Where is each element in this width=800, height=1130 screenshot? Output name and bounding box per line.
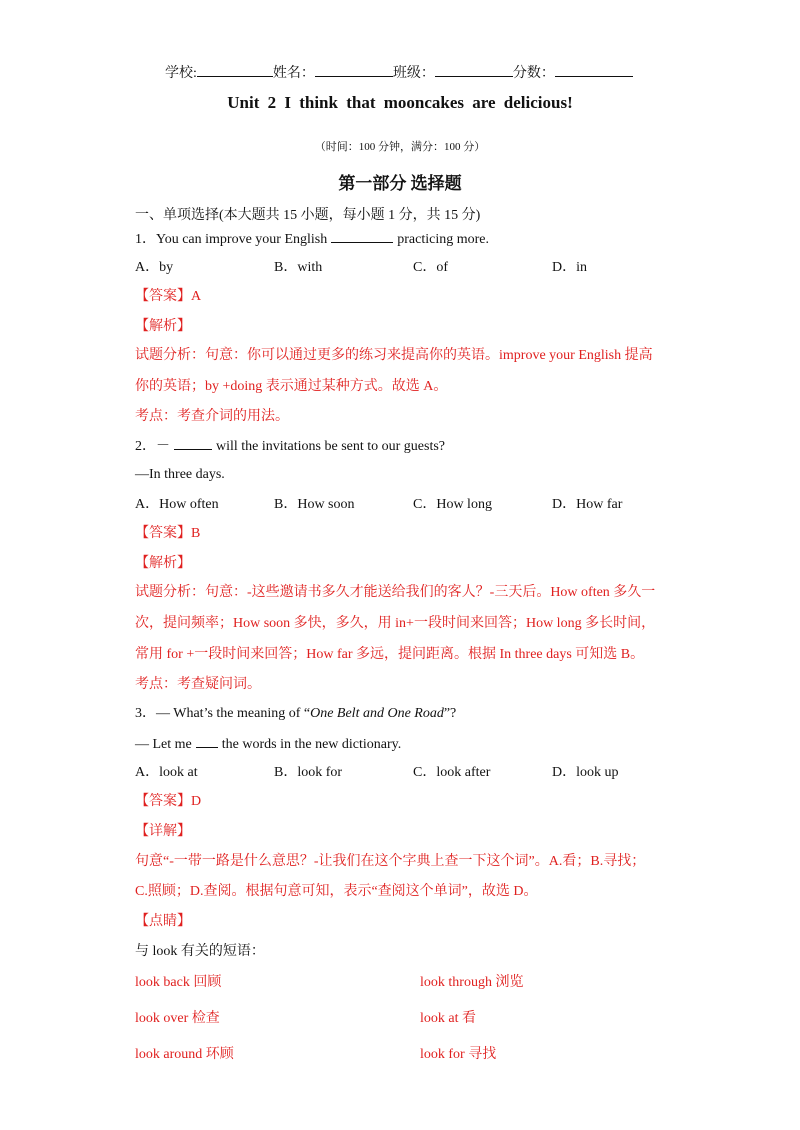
class-label: 班级： <box>392 66 435 81</box>
q2-analysis-line3: 常用 for +一段时间来回答；How far 多远，提问距离。根据 In three days 可知选 B。 <box>135 647 645 662</box>
q2-stem <box>135 436 445 456</box>
school-label: 学校: <box>165 66 197 81</box>
q1-blank <box>331 229 393 243</box>
phrase-look-through: look through 浏览 <box>420 975 524 990</box>
q1-stem <box>135 229 489 249</box>
q2-reply: —In three days. <box>135 467 225 482</box>
phrase-look-over: look over 检查 <box>135 1011 220 1026</box>
q1-analysis-line1: 试题分析：句意：你可以通过更多的练习来提高你的英语。improve your English 提高 <box>135 348 653 363</box>
q3-detail-line1: 句意“-一带一路是什么意思？-让我们在这个字典上查一下这个词”。A.看；B.寻找； <box>135 854 646 869</box>
q2-option-c: C．How long <box>413 497 492 512</box>
q3-tip-label: 【点睛】 <box>135 914 191 929</box>
q3-stem-end: ”? <box>443 706 457 721</box>
time-note: （时间：100 分钟，满分：100 分） <box>314 141 486 153</box>
q1-analysis-line2: 你的英语；by +doing 表示通过某种方式。故选 A。 <box>135 379 448 394</box>
header-info <box>165 62 633 83</box>
class-blank <box>435 62 513 77</box>
q2-stem-end: will the invitations be sent to our guests? <box>216 439 446 454</box>
q2-option-b: B．How soon <box>274 497 355 512</box>
q3-option-b: B．look for <box>274 765 343 780</box>
q1-option-b: B．with <box>274 260 323 275</box>
q2-blank <box>174 436 212 450</box>
q1-analysis-label: 【解析】 <box>135 319 191 334</box>
q2-analysis-line2: 次，提问频率；How soon 多快，多久，用 in+一段时间来回答；How long 多长时间， <box>135 616 656 631</box>
q3-detail-label: 【详解】 <box>135 824 191 839</box>
q1-answer: 【答案】A <box>135 289 202 304</box>
q1-option-c: C．of <box>413 260 448 275</box>
q2-option-a: A．How often <box>135 497 219 512</box>
q3-reply-end: the words in the new dictionary. <box>221 737 402 752</box>
q3-option-d: D．look up <box>552 765 619 780</box>
q2-option-d: D．How far <box>552 497 623 512</box>
q1-option-a: A．by <box>135 260 174 275</box>
score-label: 分数： <box>512 66 555 81</box>
phrase-look-for: look for 寻找 <box>420 1047 497 1062</box>
q3-blank <box>196 734 218 748</box>
name-blank <box>315 62 393 77</box>
q3-reply <box>135 734 401 754</box>
q2-analysis-line1: 试题分析：句意：-这些邀请书多久才能送给我们的客人？-三天后。How often 多久一 <box>135 585 656 600</box>
q2-answer: 【答案】B <box>135 526 201 541</box>
q3-option-c: C．look after <box>413 765 491 780</box>
q1-stem-start: 1．You can improve your English <box>135 232 328 247</box>
q3-detail-line2: C.照顾；D.查阅。根据句意可知，表示“查阅这个单词”，故选 D。 <box>135 884 538 899</box>
phrase-look-back: look back 回顾 <box>135 975 222 990</box>
q3-option-a: A．look at <box>135 765 198 780</box>
school-blank <box>197 62 273 77</box>
score-blank <box>555 62 633 77</box>
q2-stem-start: 2．－ <box>135 439 170 454</box>
section-title: 第一部分 选择题 <box>338 174 462 193</box>
q2-analysis-label: 【解析】 <box>135 556 191 571</box>
q1-stem-end: practicing more. <box>397 232 489 247</box>
q3-stem-start: 3．— What’s the meaning of “ <box>135 706 311 721</box>
q3-tip-intro: 与 look 有关的短语： <box>135 944 265 959</box>
q3-stem <box>135 705 456 723</box>
part-intro: 一、单项选择(本大题共 15 小题，每小题 1 分，共 15 分) <box>135 208 481 223</box>
q2-point: 考点：考查疑问词。 <box>135 677 261 692</box>
q3-reply-start: — Let me <box>135 737 192 752</box>
q3-stem-phrase: One Belt and One Road <box>310 706 444 721</box>
phrase-look-at: look at 看 <box>420 1011 476 1026</box>
unit-title: Unit 2 I think that mooncakes are delicious! <box>227 93 573 112</box>
phrase-look-around: look around 环顾 <box>135 1047 234 1062</box>
q3-answer: 【答案】D <box>135 794 202 809</box>
q1-option-d: D．in <box>552 260 587 275</box>
name-label: 姓名： <box>272 66 315 81</box>
q1-point: 考点：考查介词的用法。 <box>135 409 289 424</box>
